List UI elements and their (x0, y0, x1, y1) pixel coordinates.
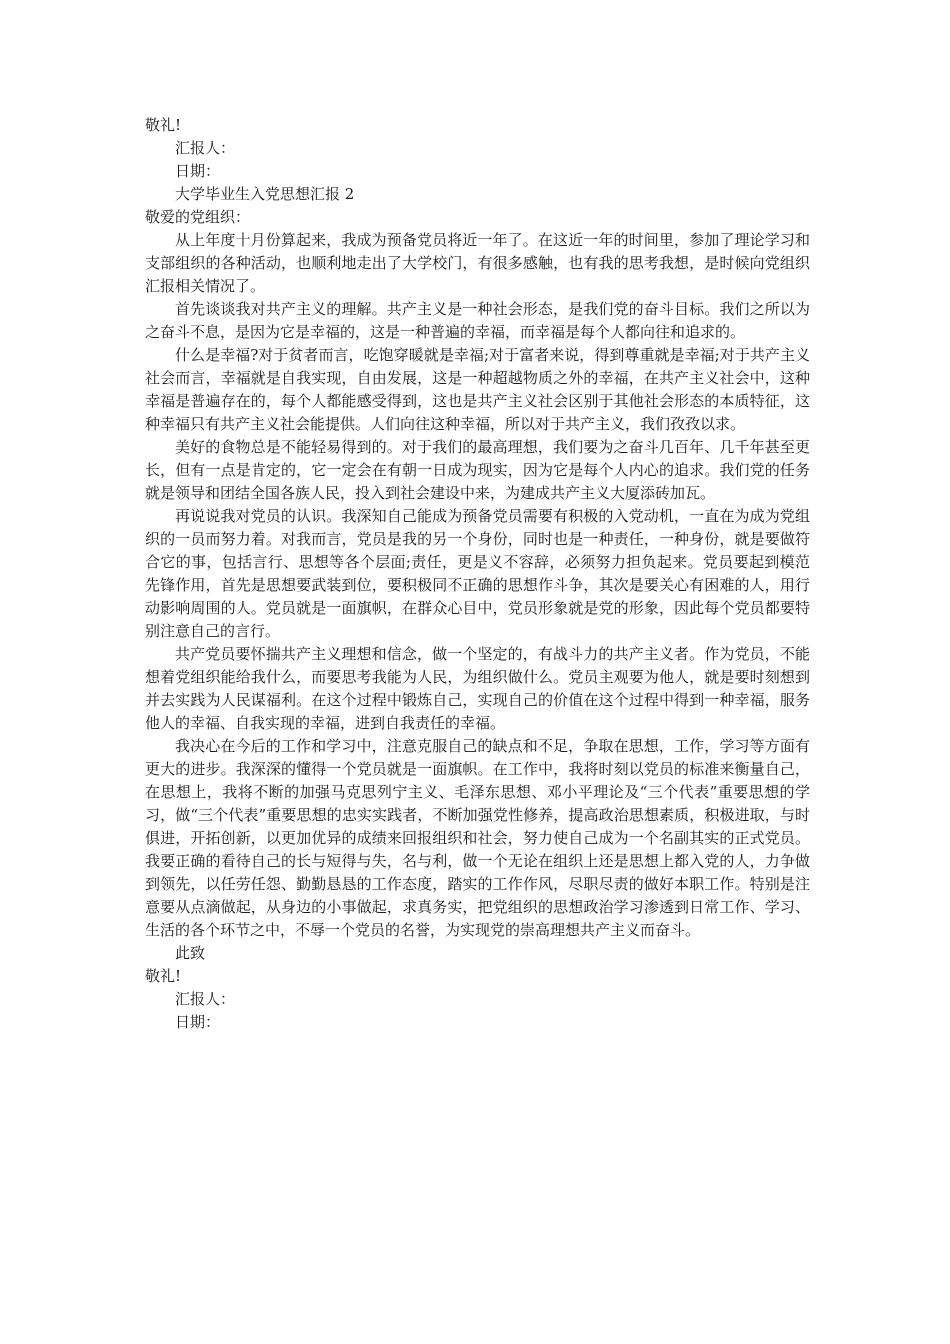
salutation: 敬爱的党组织： (145, 208, 251, 226)
paragraph-2: 首先谈谈我对共产主义的理解。共产主义是一种社会形态，是我们党的奋斗目标。我们之所以为之奋斗不息，是因为它是幸福的，这是一种普遍的幸福，而幸福是每个人都向往和追求的。 (145, 300, 810, 341)
closing-top: 敬礼! (145, 116, 182, 134)
closing-bottom: 敬礼! (145, 967, 182, 985)
paragraph-6: 共产党员要怀揣共产主义理想和信念，做一个坚定的，有战斗力的共产主义者。作为党员，不能想着党组织能给我什么，而要思考我能为人民，为组织做什么。党员主观要为他人，就是要时刻想到并去实践为人民谋福利。在这个过程中锻炼自己，实现自己的价值在这个过程中得到一种幸福，服务他人的幸福、自我实现的幸福，进到自我责任的幸福。 (145, 645, 810, 732)
date-label-bottom: 日期： (175, 1013, 221, 1031)
document-title: 大学毕业生入党思想汇报 2 (175, 185, 355, 203)
cizhi: 此致 (175, 944, 206, 962)
paragraph-1: 从上年度十月份算起来，我成为预备党员将近一年了。在这近一年的时间里，参加了理论学习和支部组织的各种活动，也顺利地走出了大学校门，有很多感触，也有我的思考我想，是时候向党组织汇报相关情况了。 (145, 231, 810, 295)
paragraph-4: 美好的食物总是不能轻易得到的。对于我们的最高理想，我们要为之奋斗几百年、几千年甚至更长，但有一点是肯定的，它一定会在有朝一日成为现实，因为它是每个人内心的追求。我们党的任务就是领导和团结全国各族人民，投入到社会建设中来，为建成共产主义大厦添砖加瓦。 (145, 438, 810, 502)
date-label-top: 日期： (175, 162, 221, 180)
paragraph-7: 我决心在今后的工作和学习中，注意克服自己的缺点和不足，争取在思想，工作，学习等方面有更大的进步。我深深的懂得一个党员就是一面旗帜。在工作中，我将时刻以党员的标准来衡量自己，在思想上，我将不断的加强马克思列宁主义、毛泽东思想、邓小平理论及“三个代表”重要思想的学习，做“三个代表”重要思想的忠实实践者，不断加强党性修养，提高政治思想素质，积极进取，与时俱进，开拓创新，以更加优异的成绩来回报组织和社会，努力使自己成为一个名副其实的正式党员。我要正确的看待自己的长与短得与失，名与利，做一个无论在组织上还是思想上都入党的人，力争做到领先，以任劳任怨、勤勤恳恳的工作态度，踏实的工作作风，尽职尽责的做好本职工作。特别是注意要从点滴做起，从身边的小事做起，求真务实，把党组织的思想政治学习渗透到日常工作、学习、生活的各个环节之中，不辱一个党员的名誉，为实现党的崇高理想共产主义而奋斗。 (145, 737, 810, 939)
paragraph-3: 什么是幸福?对于贫者而言，吃饱穿暖就是幸福;对于富者来说，得到尊重就是幸福;对于共产主义社会而言，幸福就是自我实现，自由发展，这是一种超越物质之外的幸福，在共产主义社会中，这种幸福是普遍存在的，每个人都能感受得到，这也是共产主义社会区别于其他社会形态的本质特征，这种幸福只有共产主义社会能提供。人们向往这种幸福，所以对于共产主义，我们孜孜以求。 (145, 346, 810, 433)
document-page (145, 114, 810, 1034)
paragraph-5: 再说说我对党员的认识。我深知自己能成为预备党员需要有积极的入党动机，一直在为成为党组织的一员而努力着。对我而言，党员是我的另一个身份，同时也是一种责任，一种身份，就是要做符合它的事，包括言行、思想等各个层面;责任，更是义不容辞，必须努力担负起来。党员要起到模范先锋作用，首先是思想要武装到位，要积极同不正确的思想作斗争，其次是要关心有困难的人，用行动影响周围的人。党员就是一面旗帜，在群众心目中，党员形象就是党的形象，因此每个党员都要特别注意自己的言行。 (145, 507, 810, 640)
reporter-label-bottom: 汇报人： (175, 990, 236, 1008)
reporter-label-top: 汇报人： (175, 139, 236, 157)
